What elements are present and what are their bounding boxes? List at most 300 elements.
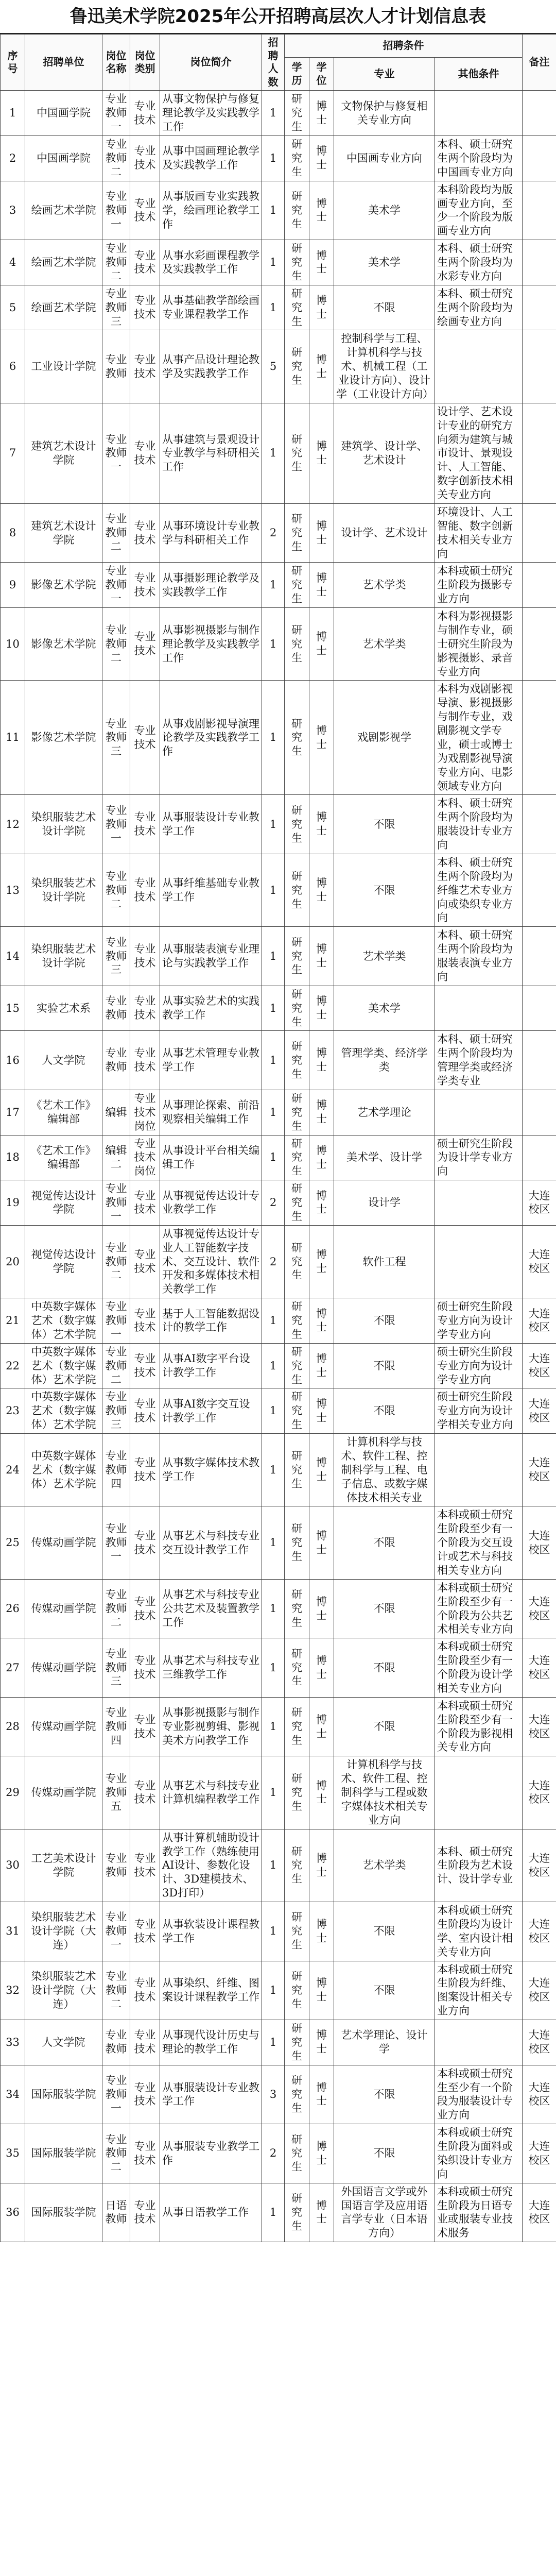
cell-count: 2 (262, 2124, 285, 2183)
table-row (1, 681, 556, 795)
cell-intro: 从事AI数字平台设计教学工作 (160, 1343, 262, 1388)
cell-other: 本科、硕士研究生两个阶段均为服装设计专业方向 (435, 795, 523, 854)
table-row (1, 285, 556, 330)
cell-count: 1 (262, 240, 285, 285)
cell-note (523, 563, 556, 608)
table-row (1, 1961, 556, 2020)
cell-major: 不限 (334, 285, 435, 330)
cell-intro: 从事影视摄影与制作理论教学及实践教学工作 (160, 608, 262, 681)
cell-intro: 从事影视摄影与制作专业影视剪辑、影视美术方向教学工作 (160, 1697, 262, 1756)
cell-major: 建筑学、设计学、艺术设计 (334, 403, 435, 503)
cell-post-name: 专业教师四 (102, 1697, 130, 1756)
cell-post-type: 专业技术 (130, 1961, 160, 2020)
cell-major: 不限 (334, 1638, 435, 1698)
cell-major: 软件工程 (334, 1225, 435, 1298)
cell-post-name: 专业教师三 (102, 285, 130, 330)
cell-edu: 研究生 (285, 1756, 309, 1829)
cell-post-type: 专业技术 (130, 795, 160, 854)
col-header-unit: 招聘单位 (25, 35, 102, 91)
cell-degree: 博士 (309, 403, 334, 503)
cell-edu: 研究生 (285, 1180, 309, 1226)
cell-count: 1 (262, 927, 285, 986)
table-row (1, 927, 556, 986)
cell-post-name: 专业教师二 (102, 854, 130, 926)
cell-no: 18 (1, 1135, 25, 1180)
cell-intro: 从事版画专业实践教学，绘画理论教学工作 (160, 181, 262, 240)
table-row (1, 240, 556, 285)
cell-major: 美术学、设计学 (334, 1135, 435, 1180)
cell-degree: 博士 (309, 1697, 334, 1756)
cell-post-name: 专业教师一 (102, 91, 130, 136)
cell-no: 9 (1, 563, 25, 608)
cell-edu: 研究生 (285, 563, 309, 608)
cell-count: 1 (262, 181, 285, 240)
cell-degree: 博士 (309, 1343, 334, 1388)
cell-major: 不限 (334, 1961, 435, 2020)
cell-degree: 博士 (309, 2183, 334, 2242)
cell-unit: 绘画艺术学院 (25, 181, 102, 240)
cell-other: 本科、硕士研究生两个阶段均为服装表演专业方向 (435, 927, 523, 986)
cell-no: 3 (1, 181, 25, 240)
cell-post-type: 专业技术 (130, 1343, 160, 1388)
cell-no: 31 (1, 1902, 25, 1961)
cell-post-type: 专业技术 (130, 403, 160, 503)
cell-major: 美术学 (334, 986, 435, 1031)
table-row (1, 91, 556, 136)
cell-degree: 博士 (309, 563, 334, 608)
col-header-post-name: 岗位名称 (102, 35, 130, 91)
cell-count: 1 (262, 136, 285, 181)
cell-no: 34 (1, 2065, 25, 2124)
cell-note: 大连校区 (523, 1579, 556, 1638)
cell-major: 管理学类、经济学类 (334, 1031, 435, 1090)
cell-degree: 博士 (309, 91, 334, 136)
cell-intro: 从事现代设计历史与理论的教学工作 (160, 2020, 262, 2065)
cell-post-type: 专业技术 (130, 1829, 160, 1902)
cell-degree: 博士 (309, 1506, 334, 1579)
cell-other: 设计学、艺术设计专业的研究方向须为建筑与城市设计、景观设计、人工智能、数字创新技术相关专业方向 (435, 403, 523, 503)
col-header-edu: 学历 (285, 58, 309, 91)
cell-no: 22 (1, 1343, 25, 1388)
cell-post-type: 专业技术 (130, 681, 160, 795)
cell-post-type: 专业技术 (130, 1180, 160, 1226)
cell-note (523, 986, 556, 1031)
cell-major: 不限 (334, 795, 435, 854)
cell-other (435, 330, 523, 403)
cell-note (523, 854, 556, 926)
cell-degree: 博士 (309, 1225, 334, 1298)
cell-count: 1 (262, 1697, 285, 1756)
cell-no: 26 (1, 1579, 25, 1638)
cell-edu: 研究生 (285, 1225, 309, 1298)
cell-post-type: 专业技术 (130, 854, 160, 926)
cell-intro: 从事计算机辅助设计教学工作（熟练使用AI设计、参数化设计、3D建模技术、3D打印） (160, 1829, 262, 1902)
cell-other: 本科或硕士研究生至少有一个阶段为服装设计专业方向 (435, 2065, 523, 2124)
cell-note (523, 1135, 556, 1180)
cell-edu: 研究生 (285, 1506, 309, 1579)
cell-note: 大连校区 (523, 1298, 556, 1344)
cell-intro: 从事服装专业教学工作 (160, 2124, 262, 2183)
cell-degree: 博士 (309, 2065, 334, 2124)
cell-post-name: 专业教师二 (102, 240, 130, 285)
cell-intro: 从事理论探索、前沿观察相关编辑工作 (160, 1090, 262, 1135)
cell-unit: 《艺术工作》编辑部 (25, 1135, 102, 1180)
cell-intro: 从事艺术与科技专业三维教学工作 (160, 1638, 262, 1698)
cell-major: 设计学、艺术设计 (334, 503, 435, 563)
cell-degree: 博士 (309, 1180, 334, 1226)
cell-post-name: 专业教师 (102, 1031, 130, 1090)
cell-count: 1 (262, 1031, 285, 1090)
cell-degree: 博士 (309, 1031, 334, 1090)
cell-count: 5 (262, 330, 285, 403)
cell-intro: 从事基础教学部绘画专业课程教学工作 (160, 285, 262, 330)
cell-edu: 研究生 (285, 927, 309, 986)
cell-intro: 从事文物保护与修复理论教学及实践教学工作 (160, 91, 262, 136)
cell-intro: 从事艺术管理专业教学工作 (160, 1031, 262, 1090)
cell-count: 3 (262, 2065, 285, 2124)
cell-intro: 从事戏剧影视导演理论教学及实践教学工作 (160, 681, 262, 795)
cell-post-name: 专业教师 (102, 330, 130, 403)
cell-post-name: 专业教师 (102, 2020, 130, 2065)
cell-edu: 研究生 (285, 1031, 309, 1090)
cell-intro: 从事中国画理论教学及实践教学工作 (160, 136, 262, 181)
cell-major: 不限 (334, 1506, 435, 1579)
cell-degree: 博士 (309, 181, 334, 240)
cell-major: 不限 (334, 1697, 435, 1756)
cell-other: 本科或硕士研究生阶段为纤维、图案设计相关专业方向 (435, 1961, 523, 2020)
cell-major: 计算机科学与技术、软件工程、控制科学与工程、电子信息、或数字媒体技术相关专业 (334, 1434, 435, 1506)
cell-note (523, 285, 556, 330)
cell-other: 本科或硕士研究生阶段至少有一个阶段为影视相关专业方向 (435, 1697, 523, 1756)
cell-note: 大连校区 (523, 1697, 556, 1756)
cell-no: 20 (1, 1225, 25, 1298)
cell-note (523, 403, 556, 503)
cell-unit: 中英数字媒体艺术（数字媒体）艺术学院 (25, 1343, 102, 1388)
cell-other (435, 1756, 523, 1829)
cell-degree: 博士 (309, 1756, 334, 1829)
cell-no: 13 (1, 854, 25, 926)
cell-edu: 研究生 (285, 854, 309, 926)
cell-edu: 研究生 (285, 91, 309, 136)
cell-intro: 从事设计平台相关编辑工作 (160, 1135, 262, 1180)
cell-count: 1 (262, 1388, 285, 1434)
cell-note: 大连校区 (523, 1961, 556, 2020)
table-row (1, 1135, 556, 1180)
cell-degree: 博士 (309, 1090, 334, 1135)
cell-edu: 研究生 (285, 795, 309, 854)
cell-post-name: 专业教师三 (102, 1638, 130, 1698)
cell-unit: 传媒动画学院 (25, 1697, 102, 1756)
cell-degree: 博士 (309, 2020, 334, 2065)
cell-other (435, 1225, 523, 1298)
cell-note (523, 181, 556, 240)
cell-intro: 从事水彩画课程教学及实践教学工作 (160, 240, 262, 285)
cell-major: 艺术学类 (334, 563, 435, 608)
cell-major: 艺术学类 (334, 608, 435, 681)
cell-no: 17 (1, 1090, 25, 1135)
cell-edu: 研究生 (285, 1298, 309, 1344)
cell-post-name: 专业教师二 (102, 1579, 130, 1638)
cell-degree: 博士 (309, 2124, 334, 2183)
table-row (1, 2065, 556, 2124)
table-row (1, 608, 556, 681)
col-header-post-type: 岗位类别 (130, 35, 160, 91)
cell-other: 本科为戏剧影视导演、影视摄影与制作专业，戏剧影视文学专业，硕士或博士为戏剧影视导演专业方向、电影领域专业方向 (435, 681, 523, 795)
cell-post-type: 专业技术 (130, 240, 160, 285)
cell-no: 29 (1, 1756, 25, 1829)
cell-post-name: 专业教师一 (102, 1298, 130, 1344)
table-row (1, 795, 556, 854)
cell-note (523, 927, 556, 986)
table-row (1, 1388, 556, 1434)
cell-major: 艺术学理论、设计学 (334, 2020, 435, 2065)
cell-note (523, 795, 556, 854)
cell-post-name: 编辑 (102, 1090, 130, 1135)
cell-other: 本科为影视摄影与制作专业，硕士研究生阶段为影视摄影、录音专业方向 (435, 608, 523, 681)
cell-intro: 从事艺术与科技专业交互设计教学工作 (160, 1506, 262, 1579)
cell-other: 本科、硕士研究生两个阶段均为管理学类或经济学类专业 (435, 1031, 523, 1090)
table-row (1, 2124, 556, 2183)
cell-edu: 研究生 (285, 181, 309, 240)
table-row (1, 1031, 556, 1090)
cell-unit: 影像艺术学院 (25, 681, 102, 795)
table-row (1, 854, 556, 926)
cell-no: 35 (1, 2124, 25, 2183)
cell-count: 1 (262, 986, 285, 1031)
cell-degree: 博士 (309, 1298, 334, 1344)
col-header-major: 专业 (334, 58, 435, 91)
cell-note: 大连校区 (523, 1343, 556, 1388)
cell-post-type: 专业技术 (130, 503, 160, 563)
cell-edu: 研究生 (285, 1090, 309, 1135)
cell-unit: 染织服装艺术设计学院（大连） (25, 1902, 102, 1961)
col-header-note: 备注 (523, 35, 556, 91)
cell-post-name: 专业教师一 (102, 563, 130, 608)
cell-degree: 博士 (309, 1579, 334, 1638)
cell-intro: 从事视觉传达设计专业人工智能数字技术、交互设计、软件开发和多媒体技术相关教学工作 (160, 1225, 262, 1298)
cell-count: 1 (262, 1434, 285, 1506)
cell-count: 1 (262, 403, 285, 503)
cell-edu: 研究生 (285, 285, 309, 330)
cell-unit: 影像艺术学院 (25, 608, 102, 681)
cell-unit: 中国画学院 (25, 136, 102, 181)
cell-edu: 研究生 (285, 1961, 309, 2020)
cell-post-type: 专业技术 (130, 1697, 160, 1756)
cell-note: 大连校区 (523, 1388, 556, 1434)
cell-post-name: 专业教师二 (102, 1343, 130, 1388)
cell-count: 1 (262, 1090, 285, 1135)
cell-intro: 基于人工智能数据设计的教学工作 (160, 1298, 262, 1344)
cell-note: 大连校区 (523, 1638, 556, 1698)
cell-degree: 博士 (309, 1135, 334, 1180)
cell-note (523, 330, 556, 403)
cell-unit: 视觉传达设计学院 (25, 1180, 102, 1226)
cell-note: 大连校区 (523, 2183, 556, 2242)
table-body (1, 91, 556, 2242)
cell-unit: 《艺术工作》编辑部 (25, 1090, 102, 1135)
cell-post-type: 专业技术 (130, 136, 160, 181)
table-row (1, 181, 556, 240)
cell-degree: 博士 (309, 927, 334, 986)
cell-post-type: 专业技术 (130, 1225, 160, 1298)
table-row (1, 1638, 556, 1698)
page-title: 鲁迅美术学院2025年公开招聘高层次人才计划信息表 (0, 0, 556, 34)
cell-post-name: 专业教师一 (102, 795, 130, 854)
cell-post-name: 专业教师一 (102, 1902, 130, 1961)
cell-unit: 传媒动画学院 (25, 1756, 102, 1829)
cell-degree: 博士 (309, 240, 334, 285)
cell-intro: 从事服装设计专业教学工作 (160, 795, 262, 854)
table-row (1, 2020, 556, 2065)
table-row (1, 1579, 556, 1638)
cell-note (523, 608, 556, 681)
cell-count: 2 (262, 1225, 285, 1298)
cell-edu: 研究生 (285, 681, 309, 795)
cell-other (435, 2020, 523, 2065)
cell-post-name: 专业教师二 (102, 136, 130, 181)
cell-post-type: 专业技术 (130, 2020, 160, 2065)
cell-count: 1 (262, 1579, 285, 1638)
cell-other (435, 1434, 523, 1506)
cell-major: 戏剧影视学 (334, 681, 435, 795)
cell-no: 30 (1, 1829, 25, 1902)
cell-count: 1 (262, 795, 285, 854)
cell-note (523, 240, 556, 285)
cell-edu: 研究生 (285, 330, 309, 403)
cell-edu: 研究生 (285, 1697, 309, 1756)
cell-unit: 传媒动画学院 (25, 1579, 102, 1638)
cell-post-type: 专业技术 (130, 1638, 160, 1698)
cell-post-name: 日语教师 (102, 2183, 130, 2242)
cell-intro: 从事数字媒体技术教学工作 (160, 1434, 262, 1506)
cell-no: 23 (1, 1388, 25, 1434)
cell-count: 1 (262, 1343, 285, 1388)
cell-note: 大连校区 (523, 2124, 556, 2183)
cell-count: 1 (262, 1902, 285, 1961)
col-header-no: 序号 (1, 35, 25, 91)
table-row (1, 503, 556, 563)
cell-post-name: 专业教师三 (102, 681, 130, 795)
col-header-other: 其他条件 (435, 58, 523, 91)
cell-major: 不限 (334, 2124, 435, 2183)
cell-post-type: 专业技术 (130, 330, 160, 403)
cell-other (435, 986, 523, 1031)
cell-unit: 传媒动画学院 (25, 1638, 102, 1698)
cell-degree: 博士 (309, 1902, 334, 1961)
cell-degree: 博士 (309, 1388, 334, 1434)
cell-intro: 从事AI数字交互设计教学工作 (160, 1388, 262, 1434)
cell-edu: 研究生 (285, 2183, 309, 2242)
cell-other: 本科、硕士研究生两个阶段均为中国画专业方向 (435, 136, 523, 181)
cell-count: 1 (262, 1829, 285, 1902)
cell-major: 不限 (334, 2065, 435, 2124)
table-row (1, 1506, 556, 1579)
cell-post-type: 专业技术 (130, 1756, 160, 1829)
cell-degree: 博士 (309, 1434, 334, 1506)
cell-note: 大连校区 (523, 1225, 556, 1298)
cell-no: 8 (1, 503, 25, 563)
cell-major: 艺术学类 (334, 927, 435, 986)
cell-note (523, 503, 556, 563)
cell-other (435, 91, 523, 136)
cell-count: 1 (262, 285, 285, 330)
cell-major: 不限 (334, 1343, 435, 1388)
table-row (1, 403, 556, 503)
cell-degree: 博士 (309, 1829, 334, 1902)
cell-no: 21 (1, 1298, 25, 1344)
cell-post-type: 专业技术 (130, 608, 160, 681)
cell-no: 10 (1, 608, 25, 681)
cell-other (435, 1090, 523, 1135)
table-row (1, 563, 556, 608)
table-row (1, 2183, 556, 2242)
cell-post-name: 专业教师二 (102, 1961, 130, 2020)
cell-unit: 建筑艺术设计学院 (25, 403, 102, 503)
cell-note: 大连校区 (523, 2020, 556, 2065)
cell-post-type: 专业技术 (130, 1506, 160, 1579)
cell-degree: 博士 (309, 330, 334, 403)
cell-major: 控制科学与工程、计算机科学与技术、机械工程（工业设计方向）、设计学（工业设计方向） (334, 330, 435, 403)
col-header-count: 招聘人数 (262, 35, 285, 91)
cell-other: 本科或硕士研究生阶段为摄影专业方向 (435, 563, 523, 608)
cell-count: 2 (262, 503, 285, 563)
cell-degree: 博士 (309, 136, 334, 181)
cell-edu: 研究生 (285, 2124, 309, 2183)
cell-unit: 国际服装学院 (25, 2124, 102, 2183)
cell-post-name: 专业教师一 (102, 403, 130, 503)
table-row (1, 1090, 556, 1135)
cell-no: 1 (1, 91, 25, 136)
cell-other: 本科或硕士研究生阶段为面料或染织设计专业方向 (435, 2124, 523, 2183)
cell-no: 33 (1, 2020, 25, 2065)
cell-degree: 博士 (309, 285, 334, 330)
cell-count: 1 (262, 2020, 285, 2065)
cell-unit: 影像艺术学院 (25, 563, 102, 608)
cell-count: 1 (262, 1638, 285, 1698)
cell-post-name: 专业教师一 (102, 2065, 130, 2124)
cell-post-type: 专业技术 (130, 1902, 160, 1961)
table-row (1, 1756, 556, 1829)
table-row (1, 1697, 556, 1756)
table-row (1, 1434, 556, 1506)
cell-intro: 从事染织、纤维、图案设计课程教学工作 (160, 1961, 262, 2020)
cell-count: 1 (262, 1506, 285, 1579)
cell-post-type: 专业技术 (130, 181, 160, 240)
cell-post-name: 专业教师四 (102, 1434, 130, 1506)
cell-no: 2 (1, 136, 25, 181)
cell-other: 本科或硕士研究生阶段至少有一个阶段为交互设计或艺术与科技相关专业方向 (435, 1506, 523, 1579)
cell-major: 中国画专业方向 (334, 136, 435, 181)
cell-no: 7 (1, 403, 25, 503)
cell-post-name: 专业教师二 (102, 1225, 130, 1298)
table-row (1, 1225, 556, 1298)
cell-other: 本科阶段均为版画专业方向，至少一个阶段为版画专业方向 (435, 181, 523, 240)
cell-post-name: 专业教师三 (102, 927, 130, 986)
cell-intro: 从事艺术与科技专业计算机编程教学工作 (160, 1756, 262, 1829)
cell-no: 14 (1, 927, 25, 986)
cell-post-name: 专业教师 (102, 1829, 130, 1902)
table-row (1, 986, 556, 1031)
cell-edu: 研究生 (285, 1434, 309, 1506)
cell-note: 大连校区 (523, 1506, 556, 1579)
cell-edu: 研究生 (285, 1829, 309, 1902)
cell-post-type: 专业技术 (130, 2183, 160, 2242)
cell-unit: 国际服装学院 (25, 2183, 102, 2242)
cell-note (523, 91, 556, 136)
cell-note (523, 1090, 556, 1135)
cell-intro: 从事服装表演专业理论与实践教学工作 (160, 927, 262, 986)
cell-intro: 从事环境设计专业教学与科研相关工作 (160, 503, 262, 563)
